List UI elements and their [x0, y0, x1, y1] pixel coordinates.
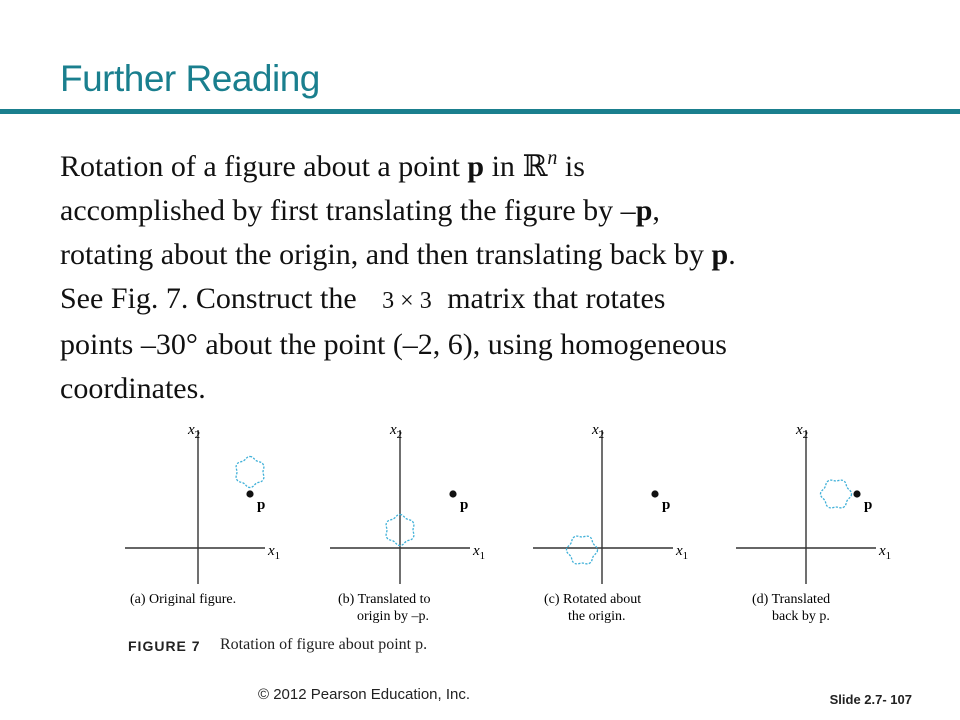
- point-p: [651, 490, 658, 497]
- slide-number: Slide 2.7- 107: [829, 692, 912, 707]
- panel-caption: (b) Translated to: [338, 592, 431, 607]
- vector-p: p: [467, 150, 485, 183]
- x-axis-label: $x_1$: [268, 543, 281, 562]
- figure-caption-text: Rotation of figure about point p.: [220, 636, 428, 653]
- text-run: is: [557, 150, 585, 183]
- text-run: ,: [652, 194, 660, 227]
- y-axis-label: $x_2$: [796, 422, 809, 441]
- body-line-2: [60, 189, 940, 233]
- body-paragraph: [60, 136, 940, 411]
- text-run: rotating about the origin, and then translating back by: [60, 238, 712, 271]
- vector-p: p: [711, 238, 729, 271]
- panel-caption: (c) Rotated about: [544, 592, 642, 607]
- point-p-label: p: [257, 497, 266, 513]
- body-line-5: points –30° about the point (–2, 6), using homogeneous: [60, 328, 727, 361]
- point-p-label: p: [864, 497, 873, 513]
- point-p: [853, 490, 860, 497]
- panel-c: [533, 422, 688, 624]
- matrix-size: 3 × 3: [382, 288, 432, 314]
- figure-caption-label: FIGURE 7: [128, 638, 201, 654]
- point-p: [246, 490, 253, 497]
- dimension-superscript: n: [547, 147, 558, 169]
- point-p-label: p: [460, 497, 469, 513]
- panel-caption: (a) Original figure.: [130, 592, 237, 607]
- title-divider: [0, 109, 960, 114]
- gear-shape: [567, 536, 598, 564]
- y-axis-label: $x_2$: [390, 422, 403, 441]
- panel-a: [125, 422, 280, 607]
- vector-p: p: [635, 194, 653, 227]
- text-run: matrix that rotates: [439, 282, 666, 315]
- body-line-4: [60, 277, 940, 323]
- panel-caption-2: the origin.: [568, 609, 626, 624]
- x-axis-label: $x_1$: [676, 543, 689, 562]
- point-p-label: p: [662, 497, 671, 513]
- text-run: Rotation of a figure about a point: [60, 150, 468, 183]
- text-run: .: [728, 238, 736, 271]
- real-numbers-symbol: ℝ: [522, 149, 548, 184]
- panel-d: [736, 422, 891, 624]
- panel-caption-2: origin by –p.: [357, 609, 429, 624]
- gear-shape: [821, 480, 852, 508]
- point-p: [449, 490, 456, 497]
- panel-caption-2: back by p.: [772, 609, 830, 624]
- figure-7: [120, 412, 920, 662]
- gear-shape: [236, 457, 264, 488]
- panel-caption: (d) Translated: [752, 592, 831, 607]
- body-line-1: [60, 136, 940, 189]
- slide-title: Further Reading: [60, 58, 320, 99]
- body-line-3: [60, 233, 940, 277]
- panel-b: [330, 422, 485, 624]
- y-axis-label: $x_2$: [592, 422, 605, 441]
- text-run: in: [484, 150, 523, 183]
- copyright-footer: © 2012 Pearson Education, Inc.: [258, 686, 471, 703]
- x-axis-label: $x_1$: [473, 543, 486, 562]
- x-axis-label: $x_1$: [879, 543, 892, 562]
- y-axis-label: $x_2$: [188, 422, 201, 441]
- text-run: accomplished by first translating the figure by –: [60, 194, 636, 227]
- text-run: See Fig. 7. Construct the: [60, 282, 365, 315]
- body-line-6: coordinates.: [60, 372, 206, 405]
